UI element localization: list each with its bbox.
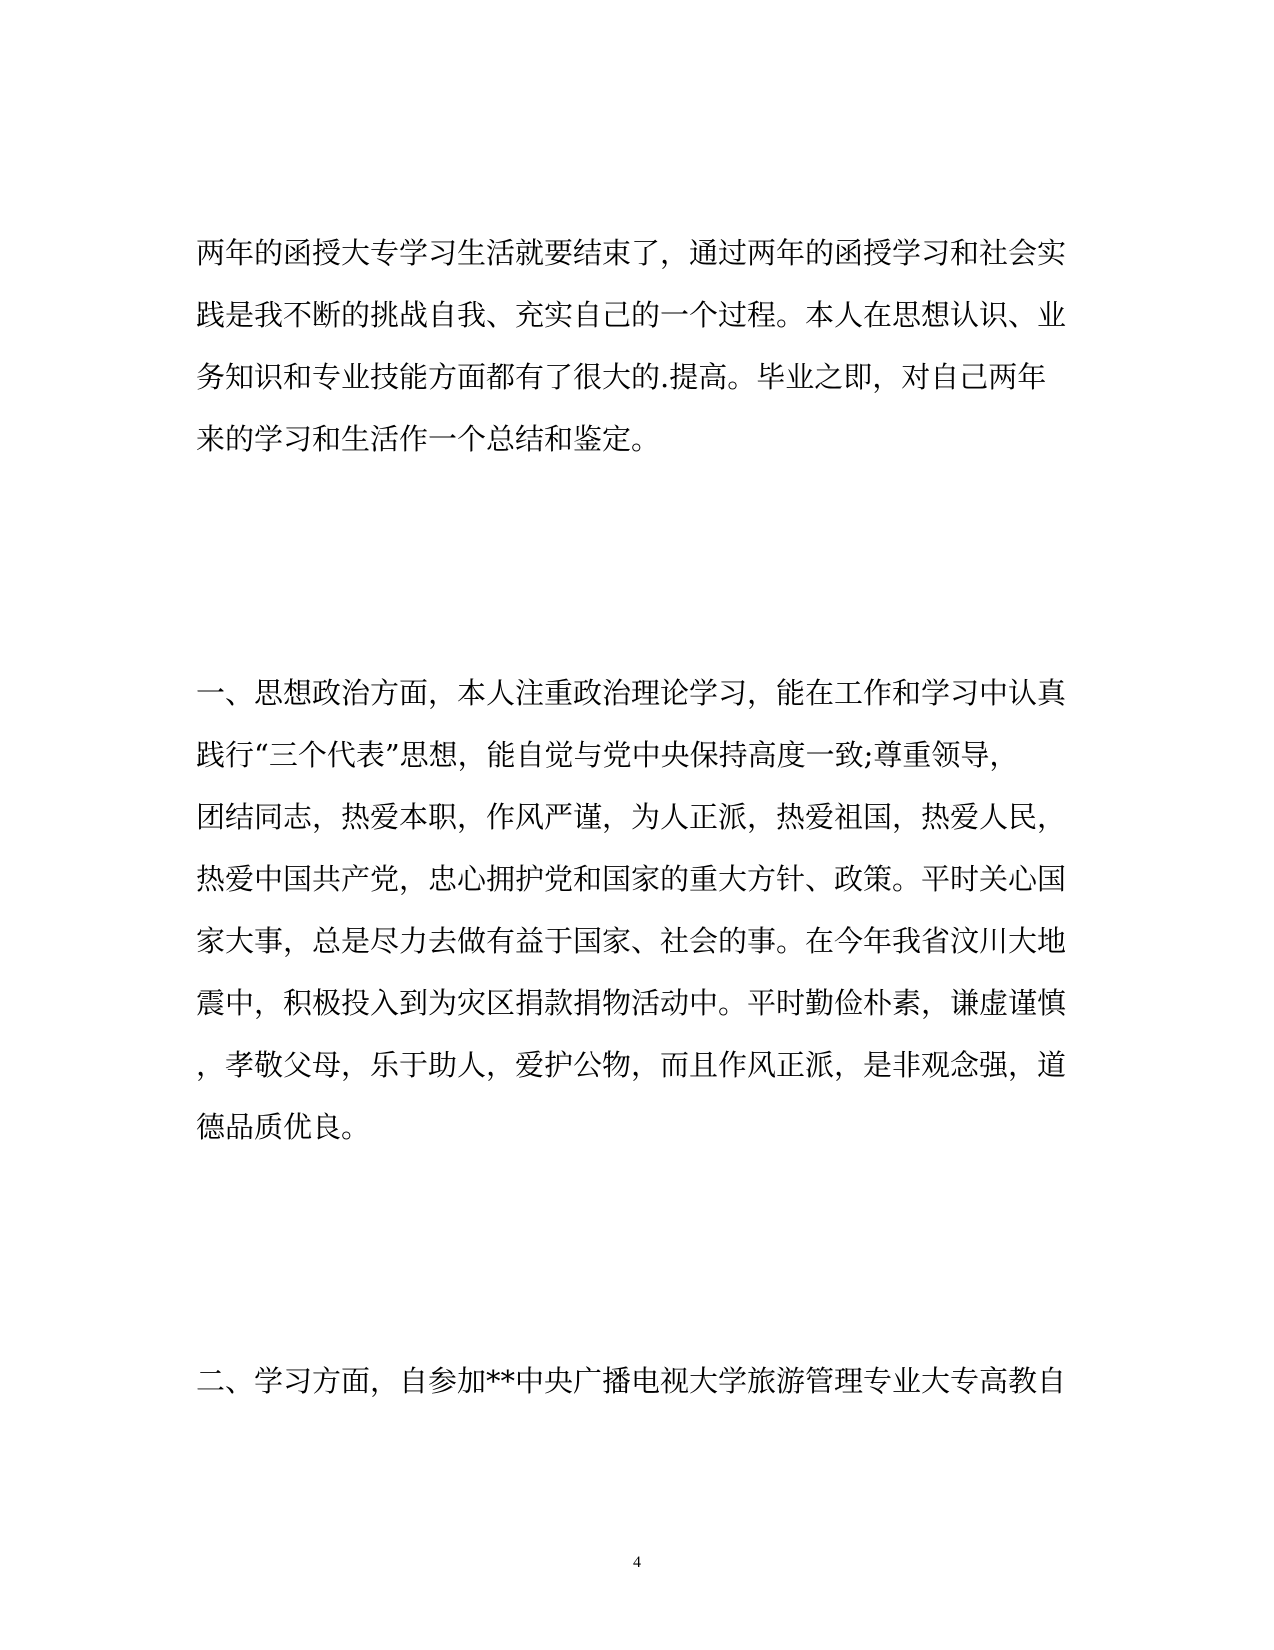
paragraph-2-line-8: 德品质优良。	[196, 1110, 371, 1144]
paragraph-2-line-6: 震中，积极投入到为灾区捐款捐物活动中。平时勤俭朴素，谦虚谨慎	[196, 986, 1067, 1020]
paragraph-2-line-5: 家大事，总是尽力去做有益于国家、社会的事。在今年我省汶川大地	[196, 924, 1067, 958]
paragraph-1-line-3: 务知识和专业技能方面都有了很大的.提高。毕业之即，对自己两年	[196, 360, 1047, 394]
paragraph-1-line-4: 来的学习和生活作一个总结和鉴定。	[196, 422, 661, 456]
paragraph-2-line-3: 团结同志，热爱本职，作风严谨，为人正派，热爱祖国，热爱人民，	[196, 800, 1067, 834]
paragraph-3-line-1: 二、学习方面，自参加**中央广播电视大学旅游管理专业大专高教自	[196, 1364, 1067, 1398]
paragraph-2-line-7: ，孝敬父母，乐于助人，爱护公物，而且作风正派，是非观念强，道	[196, 1048, 1067, 1082]
paragraph-2-line-4: 热爱中国共产党，忠心拥护党和国家的重大方针、政策。平时关心国	[196, 862, 1067, 896]
paragraph-1-line-2: 践是我不断的挑战自我、充实自己的一个过程。本人在思想认识、业	[196, 298, 1067, 332]
page-number: 4	[633, 1554, 641, 1571]
paragraph-2-line-1: 一、思想政治方面，本人注重政治理论学习，能在工作和学习中认真	[196, 676, 1067, 710]
paragraph-1-line-1: 两年的函授大专学习生活就要结束了，通过两年的函授学习和社会实	[196, 236, 1067, 270]
paragraph-2-line-2: 践行“三个代表”思想，能自觉与党中央保持高度一致;尊重领导，	[196, 738, 1019, 772]
